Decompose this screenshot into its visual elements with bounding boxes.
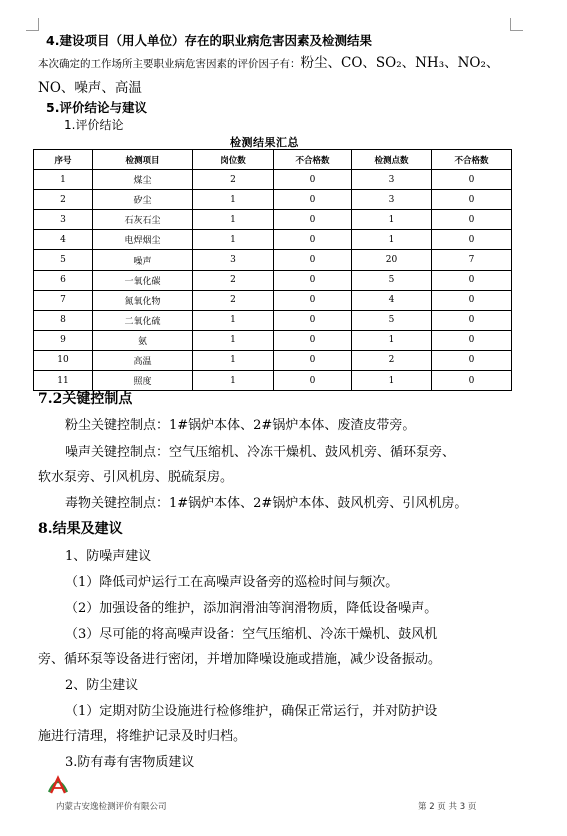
table-cell: 5 xyxy=(34,250,93,270)
header-cell: 检测点数 xyxy=(352,150,432,170)
table-cell: 0 xyxy=(432,310,512,330)
table-cell: 0 xyxy=(274,310,352,330)
table-cell: 氨 xyxy=(93,330,193,350)
dust-control-points: 粉尘关键控制点：1#锅炉本体、2#锅炉本体、废渣皮带旁。 xyxy=(65,418,416,433)
section-5-1-heading: 1.评价结论 xyxy=(64,118,124,132)
company-logo-icon xyxy=(46,774,70,796)
footer-company: 内蒙古安逸检测评价有限公司 xyxy=(56,802,167,812)
table-cell: 2 xyxy=(352,350,432,370)
table-cell: 噪声 xyxy=(93,250,193,270)
factors-list-1: 粉尘、CO、SO₂、NH₃、NO₂、 xyxy=(300,55,500,71)
factors-list-2: NO、噪声、高温 xyxy=(38,80,142,96)
header-cell: 不合格数 xyxy=(274,150,352,170)
table-cell: 0 xyxy=(274,290,352,310)
table-cell: 1 xyxy=(193,350,274,370)
table-cell: 2 xyxy=(193,170,274,190)
section-5-heading: 5.评价结论与建议 xyxy=(46,100,147,115)
table-cell: 0 xyxy=(274,250,352,270)
noise-advice-1: （1）降低司炉运行工在高噪声设备旁的巡检时间与频次。 xyxy=(65,575,399,590)
table-cell: 1 xyxy=(193,330,274,350)
table-cell: 0 xyxy=(432,230,512,250)
header-cell: 检测项目 xyxy=(93,150,193,170)
table-cell: 高温 xyxy=(93,350,193,370)
table-cell: 5 xyxy=(352,270,432,290)
table-cell: 1 xyxy=(352,371,432,391)
table-cell: 照度 xyxy=(93,371,193,391)
dust-advice-heading: 2、防尘建议 xyxy=(65,678,139,693)
table-cell: 0 xyxy=(432,190,512,210)
table-cell: 0 xyxy=(274,270,352,290)
table-cell: 0 xyxy=(432,170,512,190)
table-cell: 2 xyxy=(193,290,274,310)
table-row xyxy=(34,190,512,210)
table-row xyxy=(34,290,512,310)
dust-advice-1: （1）定期对防尘设施进行检修维护，确保正常运行，并对防护设 xyxy=(65,704,438,719)
results-table xyxy=(33,149,512,391)
table-cell: 1 xyxy=(352,230,432,250)
table-cell: 7 xyxy=(432,250,512,270)
table-cell: 1 xyxy=(352,330,432,350)
table-cell: 0 xyxy=(432,290,512,310)
table-cell: 1 xyxy=(193,210,274,230)
table-row xyxy=(34,330,512,350)
table-cell: 20 xyxy=(352,250,432,270)
table-cell: 7 xyxy=(34,290,93,310)
table-cell: 0 xyxy=(274,170,352,190)
table-caption: 检测结果汇总 xyxy=(230,136,299,149)
section-7-2-heading: 7.2关键控制点 xyxy=(38,391,133,407)
section-8-heading: 8.结果及建议 xyxy=(38,521,123,537)
table-cell: 一氧化碳 xyxy=(93,270,193,290)
table-row xyxy=(34,350,512,370)
table-cell: 5 xyxy=(352,310,432,330)
table-cell: 1 xyxy=(193,190,274,210)
table-cell: 9 xyxy=(34,330,93,350)
crop-mark-top-left xyxy=(26,18,39,31)
table-cell: 电焊烟尘 xyxy=(93,230,193,250)
table-cell: 1 xyxy=(352,210,432,230)
factors-intro: 本次确定的工作场所主要职业病危害因素的评价因子有： xyxy=(38,58,301,70)
header-cell: 岗位数 xyxy=(193,150,274,170)
section-4-heading: 4.建设项目（用人单位）存在的职业病危害因素及检测结果 xyxy=(46,33,372,48)
table-cell: 11 xyxy=(34,371,93,391)
noise-control-points-cont: 软水泵旁、引风机房、脱硫泵房。 xyxy=(38,470,234,485)
table-cell: 煤尘 xyxy=(93,170,193,190)
table-cell: 2 xyxy=(34,190,93,210)
table-cell: 矽尘 xyxy=(93,190,193,210)
table-cell: 1 xyxy=(34,170,93,190)
table-cell: 3 xyxy=(352,190,432,210)
factors-line-1 xyxy=(38,51,499,71)
table-cell: 0 xyxy=(432,210,512,230)
table-row xyxy=(34,250,512,270)
table-cell: 0 xyxy=(432,330,512,350)
noise-advice-heading: 1、防噪声建议 xyxy=(65,549,152,564)
table-row xyxy=(34,310,512,330)
table-cell: 0 xyxy=(432,350,512,370)
dust-advice-1-cont: 施进行清理，将维护记录及时归档。 xyxy=(38,729,247,744)
table-row xyxy=(34,210,512,230)
table-cell: 8 xyxy=(34,310,93,330)
table-cell: 4 xyxy=(34,230,93,250)
toxic-control-points: 毒物关键控制点：1#锅炉本体、2#锅炉本体、鼓风机旁、引风机房。 xyxy=(65,496,468,511)
table-row xyxy=(34,230,512,250)
table-cell: 2 xyxy=(193,270,274,290)
table-cell: 10 xyxy=(34,350,93,370)
table-cell: 0 xyxy=(274,190,352,210)
table-cell: 6 xyxy=(34,270,93,290)
table-cell: 1 xyxy=(193,230,274,250)
noise-advice-3: （3）尽可能的将高噪声设备：空气压缩机、冷冻干燥机、鼓风机 xyxy=(65,627,438,642)
table-cell: 1 xyxy=(193,310,274,330)
table-cell: 石灰石尘 xyxy=(93,210,193,230)
header-cell: 不合格数 xyxy=(432,150,512,170)
table-cell: 0 xyxy=(274,230,352,250)
page-footer xyxy=(38,774,508,820)
table-cell: 0 xyxy=(274,330,352,350)
table-cell: 1 xyxy=(193,371,274,391)
header-cell: 序号 xyxy=(34,150,93,170)
crop-mark-top-right xyxy=(510,18,523,31)
table-cell: 二氧化硫 xyxy=(93,310,193,330)
table-cell: 0 xyxy=(274,350,352,370)
noise-advice-3-cont: 旁、循环泵等设备进行密闭，并增加降噪设施或措施，减少设备振动。 xyxy=(38,652,442,667)
table-cell: 0 xyxy=(274,210,352,230)
table-cell: 4 xyxy=(352,290,432,310)
table-cell: 0 xyxy=(274,371,352,391)
table-row xyxy=(34,170,512,190)
footer-page-number: 第 2 页 共 3 页 xyxy=(418,802,477,812)
noise-control-points: 噪声关键控制点：空气压缩机、冷冻干燥机、鼓风机旁、循环泵旁、 xyxy=(65,445,456,460)
toxic-advice-heading: 3.防有毒有害物质建议 xyxy=(65,755,195,770)
table-cell: 3 xyxy=(34,210,93,230)
table-row xyxy=(34,270,512,290)
table-cell: 3 xyxy=(352,170,432,190)
table-cell: 0 xyxy=(432,270,512,290)
table-cell: 氮氧化物 xyxy=(93,290,193,310)
table-header-row xyxy=(34,150,512,170)
noise-advice-2: （2）加强设备的维护，添加润滑油等润滑物质，降低设备噪声。 xyxy=(65,601,438,616)
table-cell: 0 xyxy=(432,371,512,391)
table-cell: 3 xyxy=(193,250,274,270)
